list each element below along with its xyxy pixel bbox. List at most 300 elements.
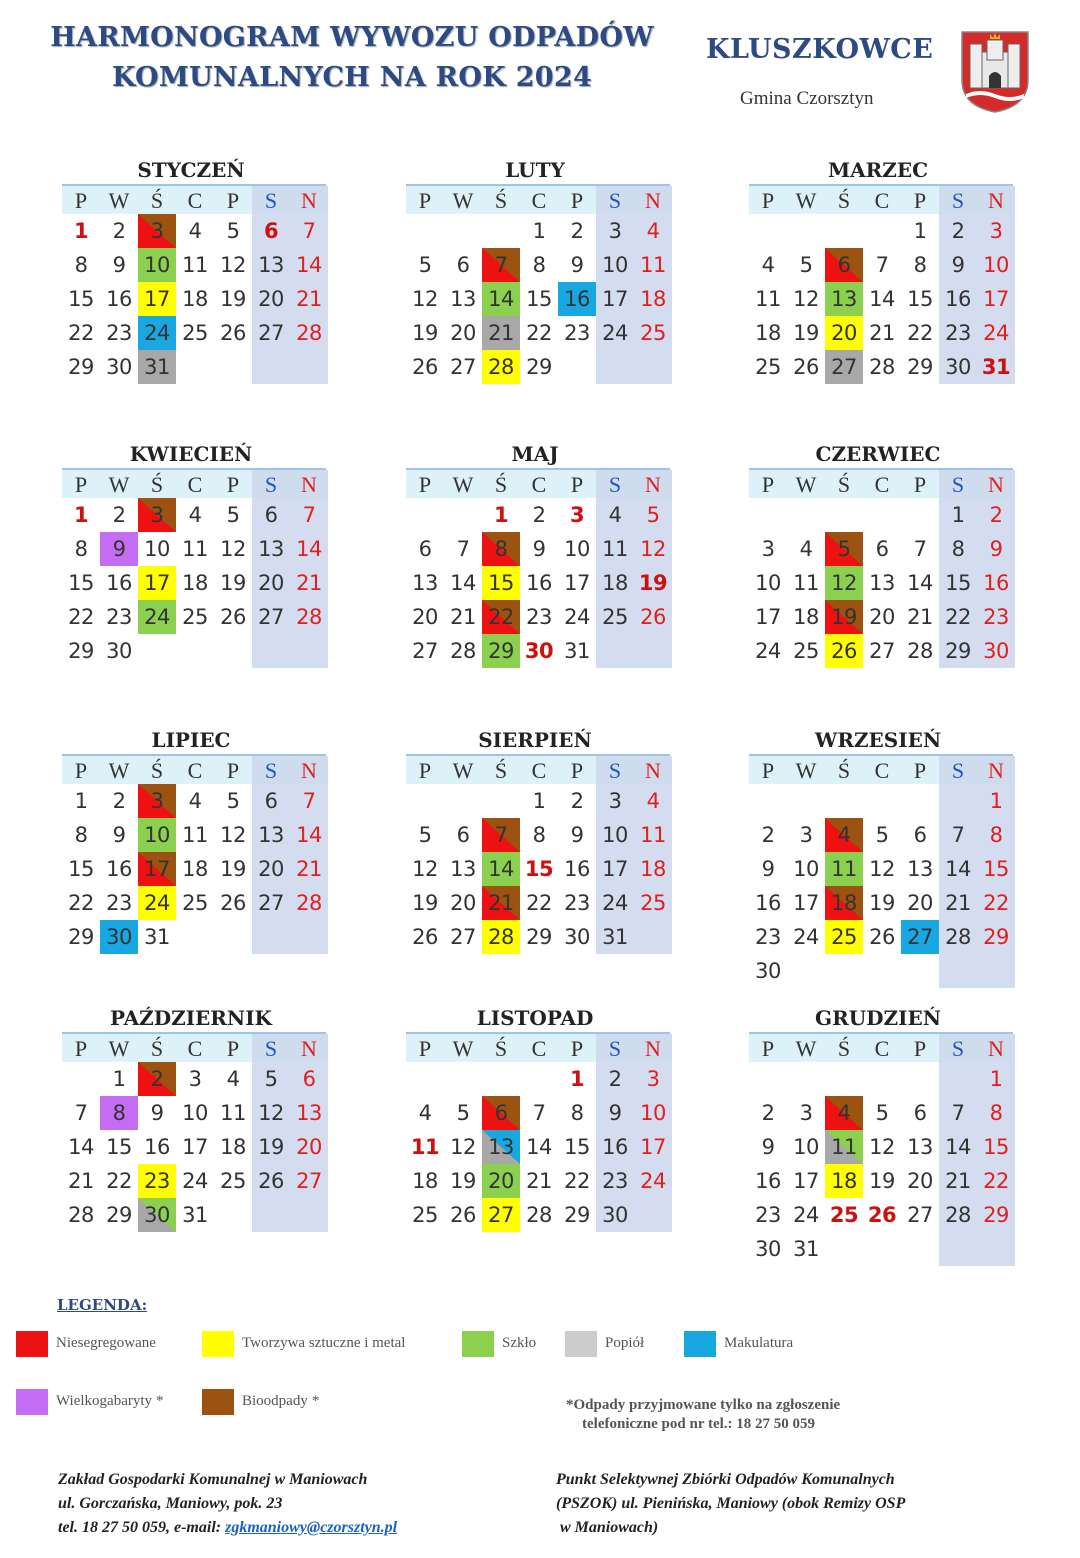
day-number: 6 (264, 789, 278, 813)
day-cell (520, 886, 558, 920)
day-number: 23 (983, 605, 1009, 629)
day-cell (100, 886, 138, 920)
day-cell (100, 350, 138, 384)
day-cell (749, 532, 787, 566)
day-number: 28 (488, 355, 514, 379)
day-number: 1 (569, 1067, 585, 1091)
weekday-label: S (252, 470, 290, 498)
day-cell (252, 1164, 290, 1198)
empty-day-cell (863, 954, 901, 988)
day-cell (406, 1198, 444, 1232)
day-cell (901, 852, 939, 886)
day-cell (939, 852, 977, 886)
day-cell (138, 1198, 176, 1232)
month-name: GRUDZIEŃ (815, 1006, 941, 1030)
day-cell (176, 214, 214, 248)
day-number: 21 (450, 605, 476, 629)
day-number: 23 (564, 891, 590, 915)
day-number: 5 (226, 219, 240, 243)
day-cell (520, 920, 558, 954)
day-number: 15 (68, 857, 94, 881)
day-cell (787, 600, 825, 634)
month-name: LISTOPAD (476, 1006, 594, 1030)
day-number: 9 (761, 1135, 775, 1159)
day-number: 15 (68, 571, 94, 595)
day-cell (901, 886, 939, 920)
weekday-label: W (787, 756, 825, 784)
day-cell (406, 1096, 444, 1130)
day-cell (825, 1130, 863, 1164)
day-number: 13 (450, 857, 476, 881)
day-number: 1 (913, 219, 927, 243)
empty-day-cell (901, 784, 939, 818)
day-number: 15 (945, 571, 971, 595)
weekday-label: P (558, 756, 596, 784)
empty-day-cell (634, 634, 672, 668)
day-cell (176, 1062, 214, 1096)
day-number: 11 (410, 1135, 440, 1159)
day-cell (977, 566, 1015, 600)
day-cell (290, 248, 328, 282)
day-cell (406, 852, 444, 886)
day-cell (977, 316, 1015, 350)
day-number: 7 (494, 253, 508, 277)
day-cell (482, 634, 520, 668)
day-number: 14 (296, 823, 322, 847)
day-number: 8 (494, 537, 508, 561)
day-cell (596, 1130, 634, 1164)
day-number: 4 (188, 219, 202, 243)
day-number: 13 (869, 571, 895, 595)
day-number: 23 (602, 1169, 628, 1193)
day-number: 30 (106, 355, 132, 379)
day-cell (252, 818, 290, 852)
day-number: 30 (144, 1203, 170, 1227)
day-cell (100, 1164, 138, 1198)
day-number: 2 (112, 503, 126, 527)
day-number: 16 (106, 287, 132, 311)
day-cell (214, 886, 252, 920)
empty-day-cell (176, 350, 214, 384)
day-cell (939, 316, 977, 350)
day-cell (444, 600, 482, 634)
empty-day-cell (825, 1062, 863, 1096)
day-cell (749, 1164, 787, 1198)
day-number: 22 (945, 605, 971, 629)
empty-day-cell (825, 214, 863, 248)
day-number: 18 (793, 605, 819, 629)
weekday-label: P (406, 756, 444, 784)
day-number: 7 (951, 1101, 965, 1125)
empty-day-cell (444, 498, 482, 532)
day-number: 28 (450, 639, 476, 663)
day-number: 9 (951, 253, 965, 277)
day-number: 14 (488, 287, 514, 311)
day-cell (406, 566, 444, 600)
legend-label: Makulatura (724, 1335, 794, 1351)
weekday-label: P (406, 470, 444, 498)
day-cell (901, 818, 939, 852)
day-cell (214, 818, 252, 852)
day-number: 30 (106, 925, 132, 949)
day-number: 5 (226, 789, 240, 813)
day-cell (977, 1164, 1015, 1198)
day-cell (939, 634, 977, 668)
day-cell (749, 818, 787, 852)
day-cell (863, 1130, 901, 1164)
empty-day-cell (62, 1062, 100, 1096)
day-cell (520, 1198, 558, 1232)
weekday-label: S (939, 1034, 977, 1062)
day-number: 25 (793, 639, 819, 663)
day-number: 10 (793, 1135, 819, 1159)
day-cell (939, 886, 977, 920)
day-number: 22 (488, 605, 514, 629)
empty-day-cell (176, 920, 214, 954)
day-number: 5 (837, 537, 851, 561)
weekday-header (62, 468, 326, 498)
day-number: 26 (258, 1169, 284, 1193)
day-cell (214, 1130, 252, 1164)
day-cell (100, 634, 138, 668)
day-cell (749, 350, 787, 384)
day-grid (62, 784, 326, 954)
day-number: 8 (913, 253, 927, 277)
month-calendar (56, 442, 326, 668)
day-cell (290, 1062, 328, 1096)
day-number: 21 (296, 857, 322, 881)
day-cell (977, 282, 1015, 316)
day-cell (977, 350, 1015, 384)
day-cell (787, 350, 825, 384)
day-number: 24 (602, 891, 628, 915)
day-number: 6 (418, 537, 432, 561)
day-cell (444, 282, 482, 316)
day-number: 2 (761, 823, 775, 847)
day-number: 30 (106, 639, 132, 663)
day-number: 5 (418, 823, 432, 847)
weekday-label: P (749, 186, 787, 214)
weekday-label: P (214, 756, 252, 784)
day-cell (62, 316, 100, 350)
day-cell (977, 1062, 1015, 1096)
weekday-label: C (176, 1034, 214, 1062)
day-number: 20 (831, 321, 857, 345)
footer-left-line-1: Zakład Gospodarki Komunalnej w Maniowach (58, 1471, 368, 1488)
day-cell (825, 1096, 863, 1130)
weekday-label: N (977, 756, 1015, 784)
day-cell (634, 784, 672, 818)
day-number: 19 (450, 1169, 476, 1193)
day-cell (520, 350, 558, 384)
empty-day-cell (596, 350, 634, 384)
day-number: 4 (761, 253, 775, 277)
weekday-label: P (901, 186, 939, 214)
month-calendar (400, 1006, 670, 1232)
day-cell (596, 852, 634, 886)
day-cell (558, 316, 596, 350)
day-cell (787, 566, 825, 600)
day-number: 7 (494, 823, 508, 847)
weekday-label: S (596, 1034, 634, 1062)
day-cell (176, 282, 214, 316)
day-cell (444, 1096, 482, 1130)
day-number: 16 (106, 571, 132, 595)
day-cell (290, 886, 328, 920)
day-number: 18 (831, 1169, 857, 1193)
day-grid (749, 784, 1013, 988)
day-number: 6 (875, 537, 889, 561)
day-cell (901, 634, 939, 668)
empty-day-cell (863, 784, 901, 818)
day-cell (252, 498, 290, 532)
day-cell (252, 532, 290, 566)
weekday-label: C (863, 1034, 901, 1062)
day-number: 26 (867, 1203, 897, 1227)
day-cell (62, 920, 100, 954)
weekday-label: W (787, 1034, 825, 1062)
day-cell (62, 634, 100, 668)
day-number: 20 (907, 891, 933, 915)
day-cell (252, 214, 290, 248)
day-cell (444, 1130, 482, 1164)
day-cell (977, 634, 1015, 668)
day-cell (787, 1164, 825, 1198)
weekday-header (406, 468, 670, 498)
day-cell (596, 316, 634, 350)
month-calendar (56, 728, 326, 954)
day-number: 13 (907, 1135, 933, 1159)
day-cell (482, 600, 520, 634)
day-number: 10 (793, 857, 819, 881)
day-cell (863, 1198, 901, 1232)
legend-label: Wielkogabaryty (56, 1393, 153, 1409)
day-cell (520, 1096, 558, 1130)
day-cell (100, 566, 138, 600)
legend-swatch (462, 1331, 494, 1357)
month-calendar (743, 1006, 1013, 1266)
weekday-header (406, 754, 670, 784)
day-cell (138, 282, 176, 316)
day-number: 3 (150, 789, 164, 813)
day-cell (596, 1198, 634, 1232)
day-number: 18 (640, 287, 666, 311)
day-number: 27 (258, 321, 284, 345)
day-number: 31 (602, 925, 628, 949)
empty-day-cell (901, 954, 939, 988)
day-number: 26 (640, 605, 666, 629)
day-cell (634, 852, 672, 886)
day-number: 3 (608, 789, 622, 813)
weekday-label: W (444, 470, 482, 498)
footer-right-line-2: (PSZOK) ul. Pienińska, Maniowy (obok Remizy OSP (556, 1495, 906, 1512)
day-number: 10 (602, 253, 628, 277)
day-cell (749, 316, 787, 350)
day-number: 19 (220, 571, 246, 595)
month-name: LUTY (505, 158, 565, 182)
day-cell (901, 248, 939, 282)
day-number: 28 (296, 891, 322, 915)
empty-day-cell (520, 1062, 558, 1096)
empty-day-cell (939, 1232, 977, 1266)
day-cell (214, 282, 252, 316)
empty-day-cell (825, 784, 863, 818)
day-number: 10 (564, 537, 590, 561)
weekday-label: Ś (138, 756, 176, 784)
footer-left-line-2: ul. Gorczańska, Maniowy, pok. 23 (58, 1495, 283, 1512)
day-number: 9 (570, 823, 584, 847)
day-cell (634, 1062, 672, 1096)
empty-day-cell (214, 350, 252, 384)
day-number: 16 (983, 571, 1009, 595)
day-cell (520, 852, 558, 886)
day-cell (214, 214, 252, 248)
day-cell (939, 1198, 977, 1232)
day-cell (787, 316, 825, 350)
day-cell (939, 1096, 977, 1130)
day-cell (100, 1062, 138, 1096)
day-cell (444, 920, 482, 954)
empty-day-cell (214, 634, 252, 668)
day-cell (558, 214, 596, 248)
note-line-2: telefoniczne pod nr tel.: 18 27 50 059 (582, 1416, 816, 1432)
day-cell (444, 248, 482, 282)
weekday-label: C (176, 756, 214, 784)
day-cell (634, 498, 672, 532)
empty-day-cell (290, 634, 328, 668)
day-cell (138, 214, 176, 248)
day-cell (749, 566, 787, 600)
day-number: 13 (831, 287, 857, 311)
day-number: 13 (907, 857, 933, 881)
day-number: 30 (524, 639, 554, 663)
legend-star: * (311, 1393, 320, 1409)
day-number: 1 (73, 503, 89, 527)
day-cell (100, 818, 138, 852)
day-cell (176, 1164, 214, 1198)
day-number: 1 (532, 219, 546, 243)
weekday-label: W (787, 186, 825, 214)
day-cell (214, 566, 252, 600)
day-number: 21 (296, 571, 322, 595)
day-number: 25 (182, 605, 208, 629)
day-number: 10 (144, 537, 170, 561)
day-cell (138, 248, 176, 282)
coat-of-arms-icon (960, 30, 1030, 114)
day-cell (901, 316, 939, 350)
day-number: 21 (869, 321, 895, 345)
day-cell (787, 634, 825, 668)
day-cell (863, 248, 901, 282)
day-cell (138, 818, 176, 852)
weekday-label: P (749, 470, 787, 498)
day-number: 3 (799, 1101, 813, 1125)
day-number: 8 (532, 253, 546, 277)
day-cell (406, 920, 444, 954)
day-number: 13 (258, 537, 284, 561)
day-cell (787, 1130, 825, 1164)
day-cell (901, 600, 939, 634)
day-number: 4 (226, 1067, 240, 1091)
day-cell (444, 1198, 482, 1232)
weekday-header (406, 1032, 670, 1062)
day-cell (596, 886, 634, 920)
day-cell (558, 1198, 596, 1232)
day-number: 26 (412, 925, 438, 949)
weekday-label: N (290, 186, 328, 214)
legend-swatch (16, 1389, 48, 1415)
day-cell (825, 920, 863, 954)
day-number: 1 (532, 789, 546, 813)
day-number: 4 (188, 503, 202, 527)
day-number: 11 (831, 857, 857, 881)
day-number: 3 (608, 219, 622, 243)
day-cell (100, 1198, 138, 1232)
empty-day-cell (749, 214, 787, 248)
day-cell (176, 1096, 214, 1130)
day-cell (596, 532, 634, 566)
day-number: 8 (532, 823, 546, 847)
weekday-label: C (863, 470, 901, 498)
day-number: 2 (532, 503, 546, 527)
day-number: 22 (564, 1169, 590, 1193)
email-link[interactable]: zgkmaniowy@czorsztyn.pl (225, 1519, 398, 1536)
day-number: 30 (564, 925, 590, 949)
day-number: 16 (755, 1169, 781, 1193)
day-number: 4 (646, 219, 660, 243)
day-number: 24 (182, 1169, 208, 1193)
day-cell (406, 818, 444, 852)
day-grid (62, 1062, 326, 1232)
day-cell (558, 818, 596, 852)
day-cell (977, 886, 1015, 920)
empty-day-cell (290, 1198, 328, 1232)
day-number: 15 (524, 857, 554, 881)
day-number: 11 (182, 823, 208, 847)
day-number: 2 (761, 1101, 775, 1125)
day-number: 17 (144, 571, 170, 595)
day-cell (444, 634, 482, 668)
empty-day-cell (634, 1198, 672, 1232)
day-number: 11 (640, 253, 666, 277)
legend-title: LEGENDA: (57, 1296, 148, 1314)
day-number: 7 (532, 1101, 546, 1125)
day-number: 8 (989, 823, 1003, 847)
day-number: 2 (570, 219, 584, 243)
day-number: 21 (945, 1169, 971, 1193)
day-cell (863, 282, 901, 316)
day-number: 25 (602, 605, 628, 629)
day-number: 20 (258, 571, 284, 595)
day-cell (749, 600, 787, 634)
day-number: 26 (831, 639, 857, 663)
day-cell (62, 818, 100, 852)
day-number: 8 (989, 1101, 1003, 1125)
day-number: 5 (646, 503, 660, 527)
day-cell (62, 600, 100, 634)
day-cell (596, 248, 634, 282)
day-cell (406, 634, 444, 668)
day-cell (863, 566, 901, 600)
day-number: 21 (945, 891, 971, 915)
weekday-label: Ś (138, 186, 176, 214)
day-cell (787, 886, 825, 920)
empty-day-cell (252, 634, 290, 668)
day-cell (520, 532, 558, 566)
footer-zgk-contact (58, 1468, 397, 1540)
day-cell (214, 1096, 252, 1130)
day-cell (977, 214, 1015, 248)
